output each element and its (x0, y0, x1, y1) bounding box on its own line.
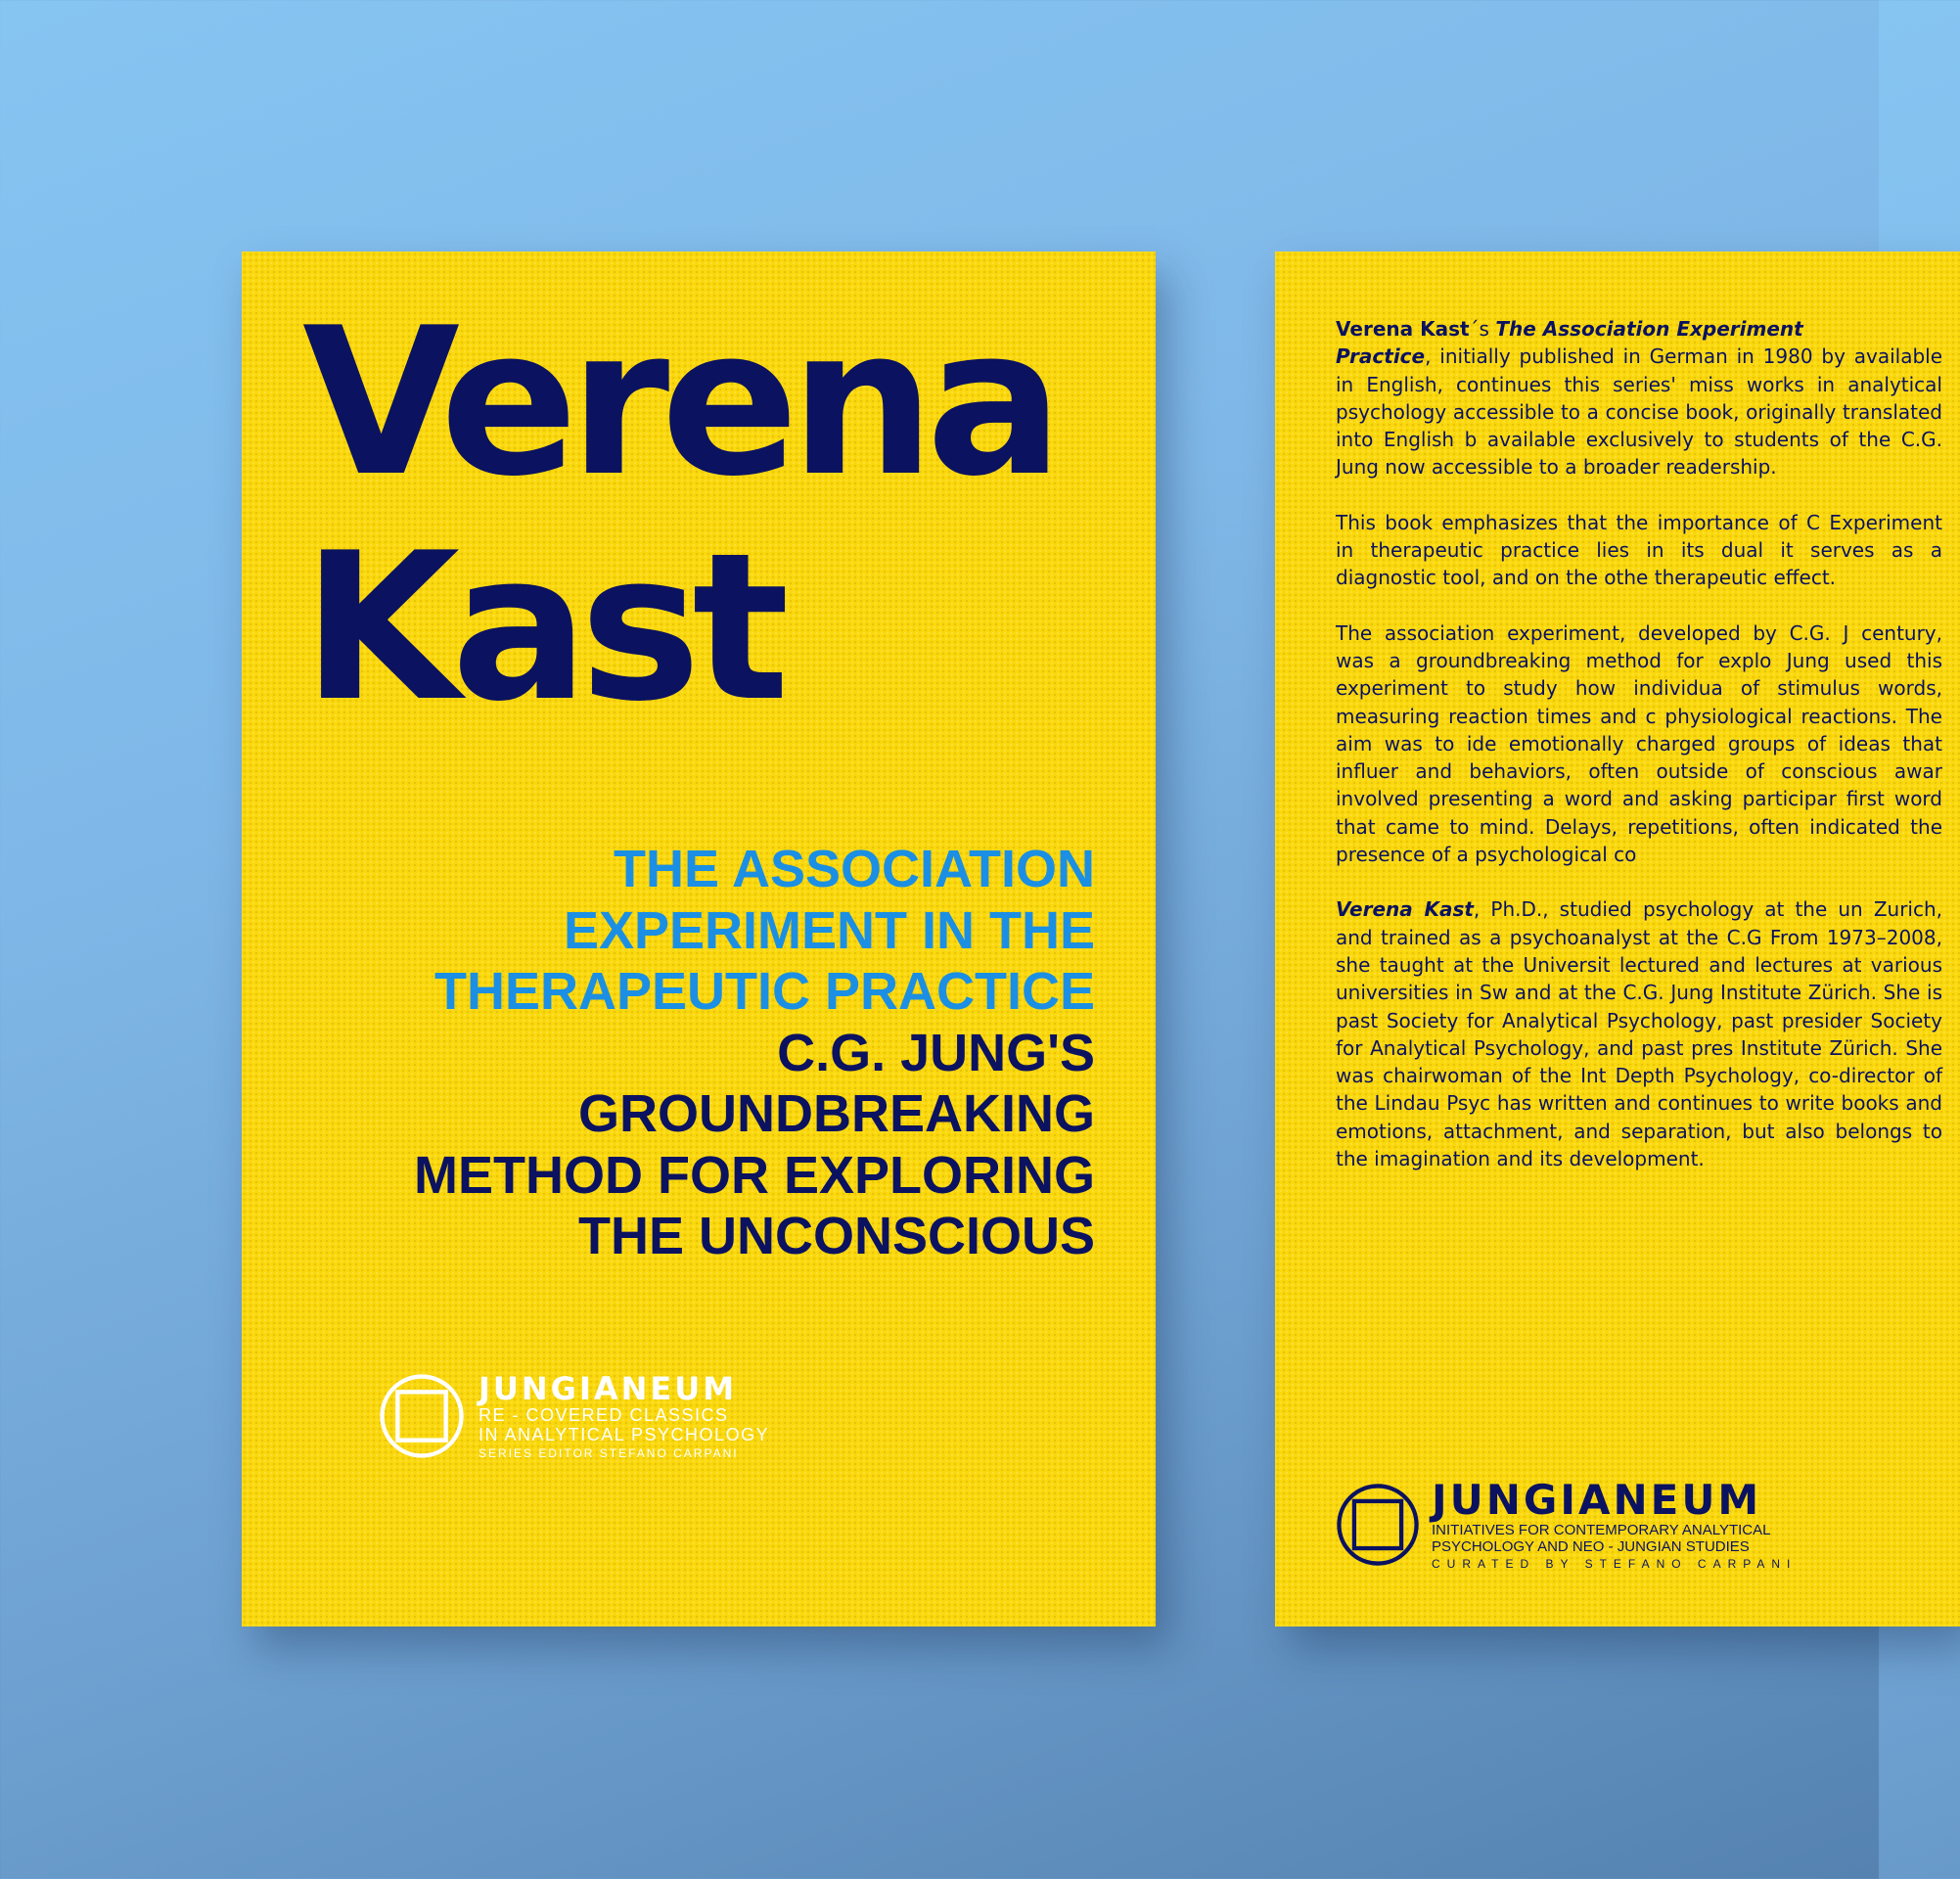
author-name (302, 285, 1055, 747)
blurb-paragraph (1336, 315, 1942, 481)
author-first-name: Verena (302, 285, 1055, 522)
logo-brand: JUNGIANEUM (1432, 1476, 1762, 1524)
blurb-possessive: ´s (1469, 317, 1496, 341)
back-cover (1275, 252, 1960, 1627)
blurb-title-end: Practice (1336, 344, 1426, 369)
back-cover-blurb (1336, 315, 1942, 1200)
blurb-paragraph: The association experiment, developed by C.G. J century, was a groundbreaking method for explo Jung used this experiment to study how individua of stimulus words, measuring reaction times and c physiological reactions. The aim was to ide emotionally charged groups of ideas that influer and behaviors, often outside of conscious awar involved presenting a word and asking participar first word that came to mind. Delays, repetitions, often indicated the presence of a psychological co (1336, 620, 1942, 867)
publisher-logo (379, 1372, 769, 1460)
blurb-title: The Association Experiment (1495, 317, 1803, 341)
subtitle-line: GROUNDBREAKING (577, 1084, 1095, 1143)
logo-series-line1: RE - COVERED CLASSICS (479, 1405, 729, 1425)
logo-curator: CURATED BY STEFANO CARPANI (1432, 1557, 1798, 1571)
blurb-paragraph: This book emphasizes that the importance of C Experiment in therapeutic practice lies in its dual it serves as a diagnostic tool, and on the othe therapeutic effect. (1336, 510, 1942, 590)
subtitle-line: THE UNCONSCIOUS (577, 1207, 1095, 1265)
front-cover (242, 252, 1156, 1627)
logo-series-line2: IN ANALYTICAL PSYCHOLOGY (479, 1425, 770, 1444)
bio-text: , Ph.D., studied psychology at the un Zurich, and trained as a psychoanalyst at the C.G From 1973–2008, she taught at the Universit lectured and lectures at various universities in Sw and at the C.G. Jung Institute Zürich. She is past Society for Analytical Psychology, past presider Society for Analytical Psychology, and past pres Institute Zürich. She was chairwoman of the Int Depth Psychology, co-director of the Lindau Psyc has written and continues to write books and emotions, attachment, and separation, but also belongs to the imagination and its development. (1336, 897, 1943, 1171)
logo-tagline-line1: INITIATIVES FOR CONTEMPORARY ANALYTICAL (1432, 1522, 1771, 1538)
logo-brand: JUNGIANEUM (479, 1370, 738, 1407)
square-in-circle-icon (379, 1373, 465, 1459)
author-last-name: Kast (302, 510, 781, 747)
logo-series-editor: SERIES EDITOR STEFANO CARPANI (479, 1446, 739, 1460)
bio-author: Verena Kast (1336, 897, 1474, 922)
logo-text (1432, 1476, 1798, 1571)
blurb-text: , initially published in German in 1980 by available in English, continues this series' miss works in analytical psychology accessible to a concise book, originally translated into English b available exclusively to students of the C.G. Jung now accessible to a broader readership. (1336, 344, 1942, 480)
title-line: THE ASSOCIATION (613, 840, 1095, 898)
subtitle-line: C.G. JUNG'S (777, 1023, 1095, 1082)
logo-tagline-line2: PSYCHOLOGY AND NEO - JUNGIAN STUDIES (1432, 1538, 1750, 1555)
publisher-logo (1336, 1476, 1798, 1571)
subtitle-line: METHOD FOR EXPLORING (413, 1145, 1095, 1205)
logo-text (479, 1370, 770, 1460)
title-line: EXPERIMENT IN THE (563, 900, 1095, 960)
author-bio (1336, 895, 1942, 1172)
square-in-circle-icon (1336, 1483, 1420, 1567)
book-title-block (312, 839, 1095, 1267)
title-line: THERAPEUTIC PRACTICE (433, 962, 1095, 1021)
blurb-author: Verena Kast (1336, 317, 1470, 341)
